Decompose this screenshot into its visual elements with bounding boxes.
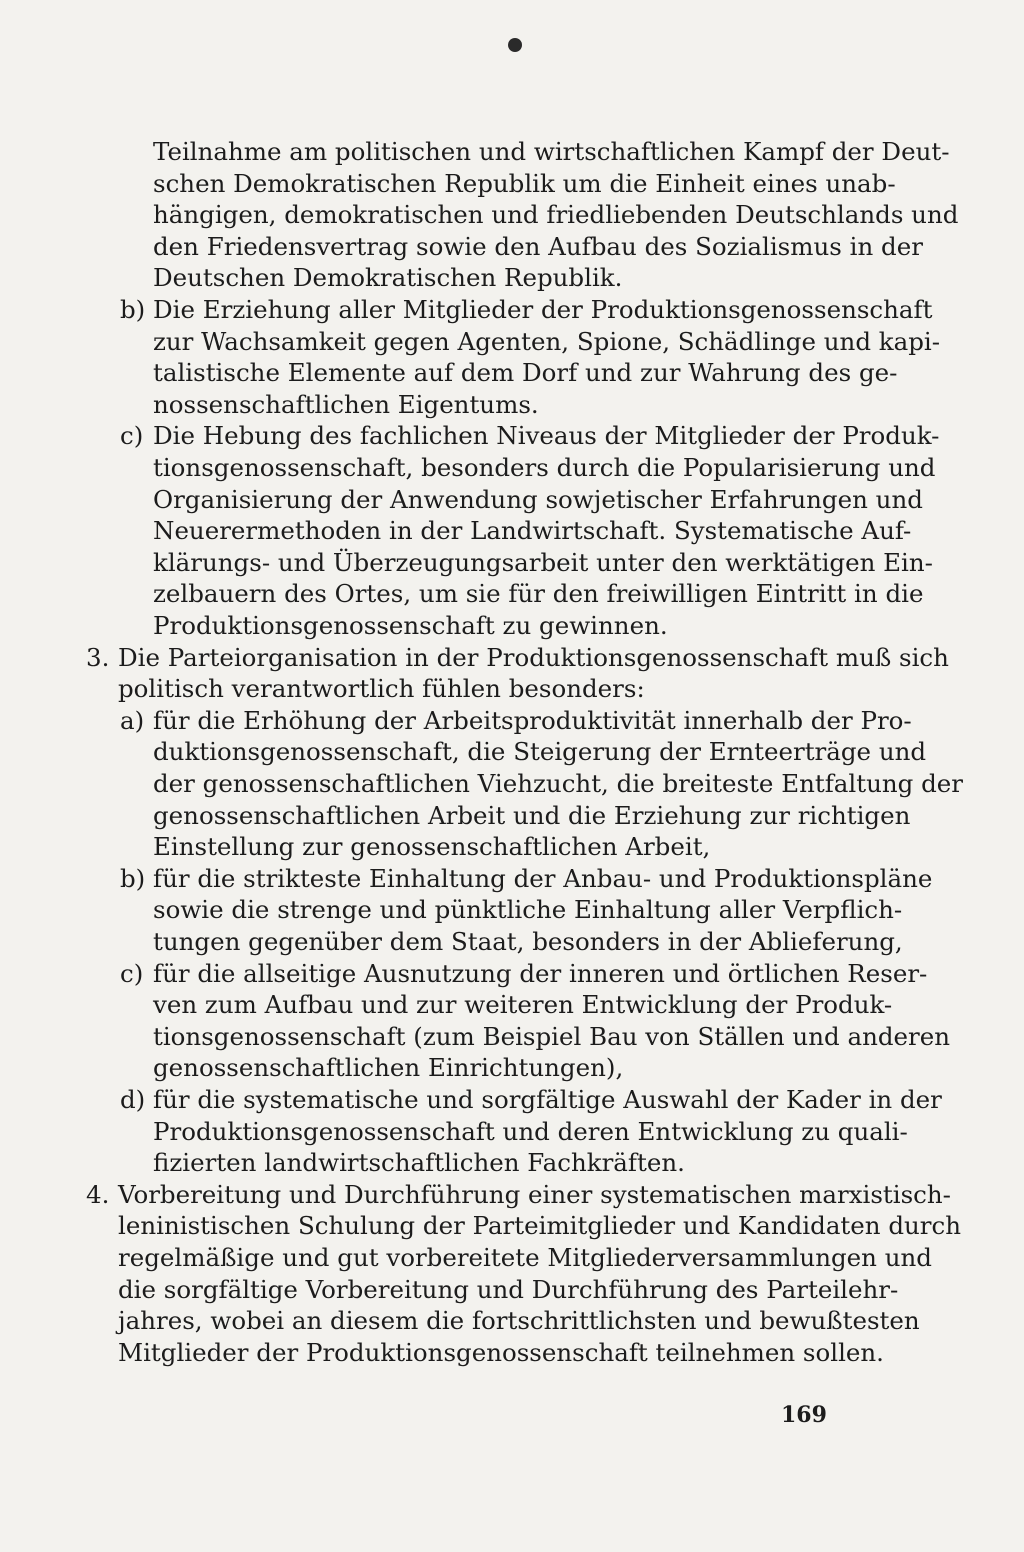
text-line: sowie die strenge und pünktliche Einhaltung aller Verpflich-	[153, 895, 903, 925]
text-line: Teilnahme am politischen und wirtschaftlichen Kampf der Deut-	[153, 137, 950, 166]
text-line: Die Hebung des fachlichen Niveaus der Mitglieder der Produk-	[153, 421, 940, 451]
text-line: ven zum Aufbau und zur weiteren Entwicklung der Produk-	[153, 990, 893, 1020]
text-line: tionsgenossenschaft (zum Beispiel Bau von Ställen und anderen	[153, 1021, 951, 1051]
page-number: 169	[781, 1402, 827, 1428]
text-line: Einstellung zur genossenschaftlichen Arbeit,	[153, 832, 711, 862]
text-line: klärungs- und Überzeugungsarbeit unter den werktätigen Ein-	[153, 547, 933, 577]
text-line: fizierten landwirtschaftlichen Fachkräften.	[153, 1148, 685, 1178]
ornament-icon	[508, 38, 522, 52]
text-line: Neuerermethoden in der Landwirtschaft. Systematische Auf-	[153, 516, 912, 546]
text-line: talistische Elemente auf dem Dorf und zur Wahrung des ge-	[153, 358, 898, 388]
text-line: genossenschaftlichen Arbeit und die Erziehung zur richtigen	[153, 800, 911, 830]
text-line: Deutschen Demokratischen Republik.	[153, 263, 623, 293]
text-line: Produktionsgenossenschaft zu gewinnen.	[153, 611, 668, 640]
text-line: leninistischen Schulung der Parteimitglieder und Kandidaten durch	[118, 1211, 962, 1241]
text-line: zelbauern des Ortes, um sie für den freiwilligen Eintritt in die	[153, 579, 924, 609]
item-label: b)	[120, 863, 146, 893]
text-line: nossenschaftlichen Eigentums.	[153, 389, 539, 419]
text-line: tungen gegenüber dem Staat, besonders in der Ablieferung,	[153, 927, 903, 956]
text-line: hängigen, demokratischen und friedliebenden Deutschlands und	[153, 200, 959, 230]
text-line: den Friedensvertrag sowie den Aufbau des Sozialismus in der	[153, 231, 923, 261]
text-line: für die allseitige Ausnutzung der inneren und örtlichen Reser-	[153, 958, 928, 988]
item-label: c)	[120, 958, 144, 988]
text-line: politisch verantwortlich fühlen besonders:	[118, 674, 645, 704]
text-line: für die Erhöhung der Arbeitsproduktivität innerhalb der Pro-	[153, 705, 912, 735]
text-line: für die strikteste Einhaltung der Anbau- und Produktionspläne	[153, 863, 933, 893]
text-line: Die Erziehung aller Mitglieder der Produktionsgenossenschaft	[153, 295, 933, 324]
text-line: Mitglieder der Produktionsgenossenschaft teilnehmen sollen.	[118, 1337, 884, 1367]
text-line: regelmäßige und gut vorbereitete Mitgliederversammlungen und	[118, 1243, 932, 1272]
text-line: genossenschaftlichen Einrichtungen),	[153, 1053, 624, 1083]
text-line: Die Parteiorganisation in der Produktionsgenossenschaft muß sich	[118, 642, 949, 672]
text-line: tionsgenossenschaft, besonders durch die Popularisierung und	[153, 453, 936, 482]
item-label: b)	[120, 295, 146, 324]
text-line: die sorgfältige Vorbereitung und Durchführung des Parteilehr-	[118, 1274, 899, 1304]
text-line: jahres, wobei an diesem die fortschrittlichsten und bewußtesten	[118, 1306, 920, 1336]
text-line: Vorbereitung und Durchführung einer systematischen marxistisch-	[118, 1179, 951, 1209]
text-line: schen Demokratischen Republik um die Einheit eines unab-	[153, 168, 896, 198]
item-label: 3.	[86, 642, 110, 672]
text-line: Produktionsgenossenschaft und deren Entwicklung zu quali-	[153, 1116, 908, 1146]
text-line: zur Wachsamkeit gegen Agenten, Spione, Schädlinge und kapi-	[153, 326, 941, 356]
item-label: a)	[120, 705, 145, 735]
text-line: für die systematische und sorgfältige Auswahl der Kader in der	[153, 1085, 942, 1114]
item-label: d)	[120, 1085, 146, 1114]
text-line: duktionsgenossenschaft, die Steigerung der Ernteerträge und	[153, 737, 927, 767]
item-label: 4.	[86, 1179, 110, 1209]
item-label: c)	[120, 421, 144, 451]
text-line: der genossenschaftlichen Viehzucht, die breiteste Entfaltung der	[153, 769, 964, 798]
text-line: Organisierung der Anwendung sowjetischer Erfahrungen und	[153, 484, 923, 514]
